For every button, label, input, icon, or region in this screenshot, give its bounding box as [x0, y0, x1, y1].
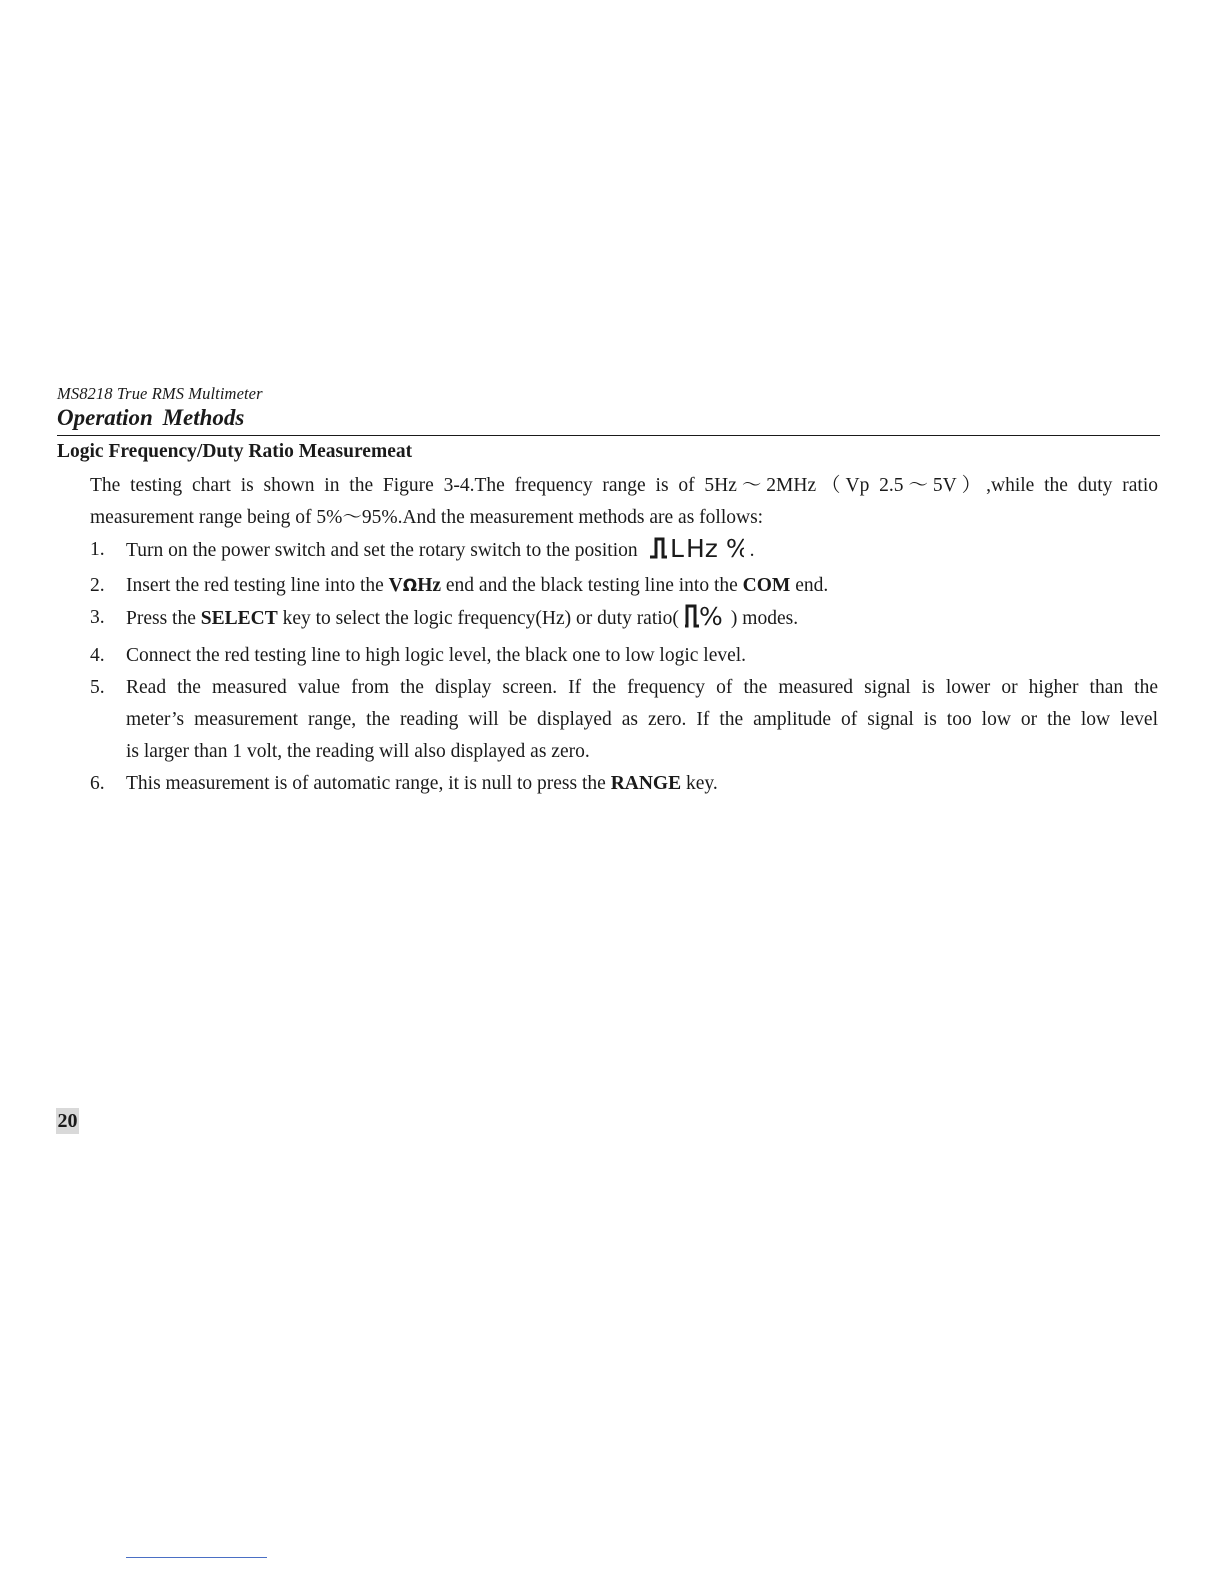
step-number: 4. — [90, 645, 105, 666]
symbol-percent-label: % — [698, 602, 723, 630]
terminal-hz-label: Hz — [417, 575, 442, 596]
intro-line-2: measurement range being of 5%～95%.And the measurement methods are as follows: — [90, 507, 764, 528]
header-divider — [57, 435, 1160, 436]
step-text-line-3: is larger than 1 volt, the reading will also displayed as zero. — [126, 741, 590, 762]
page-number: 20 — [57, 1110, 78, 1132]
list-item — [90, 640, 1158, 672]
step-text: Connect the red testing line to high logic level, the black one to low logic level. — [126, 645, 747, 666]
measurement-steps — [90, 534, 1158, 800]
step-number: 2. — [90, 575, 105, 596]
terminal-omega-label: Ω — [402, 576, 418, 596]
duty-ratio-icon — [683, 602, 729, 640]
list-item — [90, 602, 1158, 640]
step-number: 1. — [90, 539, 105, 560]
step-number: 6. — [90, 773, 105, 794]
step-number: 3. — [90, 607, 105, 628]
step-text: Turn on the power switch and set the rotary switch to the position — [126, 540, 638, 561]
list-item — [90, 672, 1158, 768]
com-terminal-label: COM — [742, 575, 791, 596]
step-text: Press the — [126, 608, 201, 629]
step-text-end: key. — [681, 773, 718, 794]
step-text-end: end. — [790, 575, 829, 596]
select-key-label: SELECT — [200, 608, 278, 629]
step-text: This measurement is of automatic range, it is null to press the — [126, 773, 611, 794]
list-item — [90, 534, 1158, 570]
step-text-end: ) modes. — [730, 608, 799, 629]
step-text-line-2: meter’s measurement range, the reading will be displayed as zero. If the amplitude of signal is too low or the low level — [126, 709, 1158, 730]
step-text-line-1: Read the measured value from the display screen. If the frequency of the measured signal is lower or higher than the — [126, 677, 1158, 698]
range-key-label: RANGE — [610, 773, 682, 794]
step-text-end: . — [749, 540, 755, 561]
step-text-middle: end and the black testing line into the — [441, 575, 743, 596]
step-number: 5. — [90, 677, 105, 698]
subsection-heading: Logic Frequency/Duty Ratio Measuremeat — [57, 441, 413, 462]
list-item — [90, 570, 1158, 602]
step-text-middle: key to select the logic frequency(Hz) or duty ratio( — [277, 608, 679, 629]
list-item — [90, 768, 1158, 800]
step-body — [126, 672, 1158, 768]
document-title: MS8218 True RMS Multimeter — [57, 384, 263, 403]
section-title: Operation Methods — [57, 405, 245, 430]
intro-line-1: The testing chart is shown in the Figure 3-4.The frequency range is of 5Hz～2MHz（Vp 2.5～5V）,while the duty ratio — [90, 475, 1158, 496]
step-text: Insert the red testing line into the — [126, 575, 389, 596]
logic-hz-percent-icon — [648, 534, 744, 570]
intro-paragraph — [90, 470, 1158, 534]
terminal-v-label: V — [388, 575, 403, 596]
symbol-hz-percent-label: Hz % — [685, 534, 744, 560]
footnote-divider — [126, 1557, 267, 1558]
svg-text:L: L — [669, 534, 684, 560]
